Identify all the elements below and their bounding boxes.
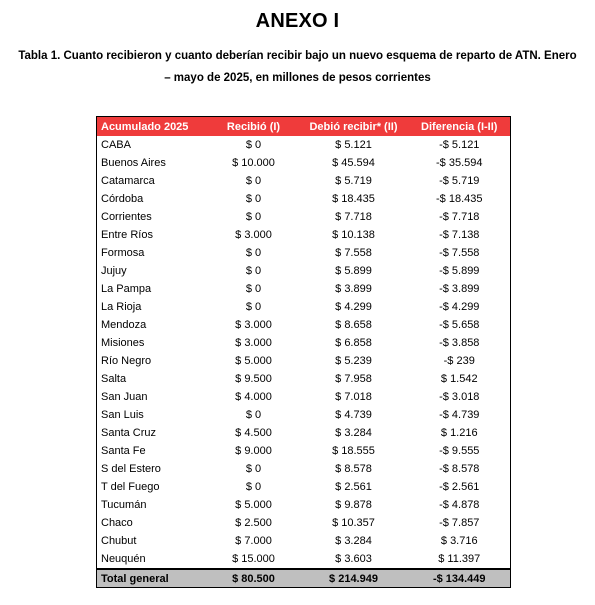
province-cell: Santa Fe (101, 445, 146, 457)
province-cell: Entre Ríos (101, 229, 153, 241)
table-row (97, 370, 511, 388)
difference-cell: -$ 5.658 (439, 319, 480, 331)
should-receive-cell: $ 8.658 (335, 319, 372, 331)
table-row (97, 136, 511, 154)
table-row (97, 406, 511, 424)
table-row (97, 424, 511, 442)
should-receive-cell: $ 8.578 (335, 463, 372, 475)
province-cell: Río Negro (101, 355, 152, 367)
should-receive-cell: $ 4.299 (335, 301, 372, 313)
should-receive-cell: $ 6.858 (335, 337, 372, 349)
difference-cell: -$ 4.878 (439, 499, 480, 511)
should-receive-cell: $ 18.435 (332, 193, 375, 205)
received-cell: $ 3.000 (235, 319, 272, 331)
received-cell: $ 0 (245, 301, 262, 313)
total-should-receive: $ 214.949 (299, 569, 409, 588)
province-cell: Formosa (101, 247, 145, 259)
province-cell: Tucumán (101, 499, 147, 511)
received-cell: $ 9.500 (235, 373, 272, 385)
difference-cell: -$ 5.719 (439, 175, 480, 187)
difference-cell: -$ 239 (443, 355, 475, 367)
should-receive-cell: $ 18.555 (332, 445, 375, 457)
table-row (97, 244, 511, 262)
received-cell: $ 3.000 (235, 229, 272, 241)
province-cell: CABA (101, 139, 131, 151)
province-cell: S del Estero (101, 463, 161, 475)
header-received: Recibió (I) (209, 117, 299, 137)
should-receive-cell: $ 2.561 (335, 481, 372, 493)
received-cell: $ 2.500 (235, 517, 272, 529)
received-cell: $ 0 (245, 409, 262, 421)
should-receive-cell: $ 5.719 (335, 175, 372, 187)
table-row (97, 316, 511, 334)
difference-cell: -$ 18.435 (436, 193, 483, 205)
table-row (97, 388, 511, 406)
table-row (97, 514, 511, 532)
should-receive-cell: $ 5.121 (335, 139, 372, 151)
province-cell: Jujuy (101, 265, 127, 277)
province-cell: Chubut (101, 535, 137, 547)
should-receive-cell: $ 7.958 (335, 373, 372, 385)
should-receive-cell: $ 5.899 (335, 265, 372, 277)
province-cell: Salta (101, 373, 127, 385)
difference-cell: -$ 7.558 (439, 247, 480, 259)
total-row (97, 569, 511, 588)
province-cell: Buenos Aires (101, 157, 166, 169)
received-cell: $ 9.000 (235, 445, 272, 457)
table-row (97, 208, 511, 226)
difference-cell: $ 1.542 (440, 373, 478, 385)
difference-cell: -$ 9.555 (439, 445, 480, 457)
province-cell: La Pampa (101, 283, 152, 295)
table-header-row (97, 117, 511, 137)
received-cell: $ 0 (245, 283, 262, 295)
table-row (97, 550, 511, 569)
total-difference: -$ 134.449 (409, 569, 511, 588)
difference-cell: -$ 7.718 (439, 211, 480, 223)
province-cell: Chaco (101, 517, 133, 529)
should-receive-cell: $ 10.138 (332, 229, 375, 241)
received-cell: $ 5.000 (235, 355, 272, 367)
should-receive-cell: $ 3.284 (335, 535, 372, 547)
difference-cell: -$ 7.857 (439, 517, 480, 529)
should-receive-cell: $ 7.018 (335, 391, 372, 403)
should-receive-cell: $ 7.718 (335, 211, 372, 223)
province-cell: San Juan (101, 391, 148, 403)
province-cell: Corrientes (101, 211, 152, 223)
received-cell: $ 3.000 (235, 337, 272, 349)
received-cell: $ 0 (245, 247, 262, 259)
table-row (97, 334, 511, 352)
header-should-receive: Debió recibir* (II) (299, 117, 409, 137)
table-row (97, 298, 511, 316)
received-cell: $ 4.000 (235, 391, 272, 403)
should-receive-cell: $ 3.603 (335, 553, 372, 565)
difference-cell: -$ 35.594 (436, 157, 483, 169)
received-cell: $ 0 (245, 193, 262, 205)
province-cell: Córdoba (101, 193, 144, 205)
table-row (97, 262, 511, 280)
difference-cell: -$ 2.561 (439, 481, 480, 493)
difference-cell: $ 1.216 (440, 427, 478, 439)
difference-cell: -$ 4.739 (439, 409, 480, 421)
received-cell: $ 4.500 (235, 427, 272, 439)
difference-cell: -$ 5.899 (439, 265, 480, 277)
province-cell: Misiones (101, 337, 145, 349)
total-received: $ 80.500 (209, 569, 299, 588)
province-cell: Catamarca (101, 175, 155, 187)
table-row (97, 172, 511, 190)
difference-cell: -$ 3.899 (439, 283, 480, 295)
table-row (97, 352, 511, 370)
table-row (97, 532, 511, 550)
should-receive-cell: $ 9.878 (335, 499, 372, 511)
should-receive-cell: $ 3.284 (335, 427, 372, 439)
table-row (97, 154, 511, 172)
page-title: ANEXO I (255, 10, 340, 32)
received-cell: $ 0 (245, 175, 262, 187)
table-row (97, 478, 511, 496)
province-cell: La Rioja (101, 301, 142, 313)
received-cell: $ 0 (245, 463, 262, 475)
province-cell: Santa Cruz (101, 427, 157, 439)
received-cell: $ 0 (245, 265, 262, 277)
difference-cell: -$ 8.578 (439, 463, 480, 475)
received-cell: $ 5.000 (235, 499, 272, 511)
should-receive-cell: $ 3.899 (335, 283, 372, 295)
difference-cell: -$ 4.299 (439, 301, 480, 313)
header-province: Acumulado 2025 (97, 117, 209, 137)
received-cell: $ 0 (245, 139, 262, 151)
received-cell: $ 10.000 (232, 157, 275, 169)
total-label: Total general (97, 569, 209, 588)
difference-cell: $ 3.716 (440, 535, 478, 547)
table-row (97, 226, 511, 244)
should-receive-cell: $ 5.239 (335, 355, 372, 367)
atn-table (96, 116, 511, 588)
should-receive-cell: $ 45.594 (332, 157, 375, 169)
difference-cell: -$ 3.858 (439, 337, 480, 349)
table-caption: Tabla 1. Cuanto recibieron y cuanto deberían recibir bajo un nuevo esquema de reparto de ATN. Enero – mayo de 2025, en millones de pesos corrientes (18, 50, 577, 84)
received-cell: $ 0 (245, 211, 262, 223)
table-body (97, 136, 511, 569)
should-receive-cell: $ 10.357 (332, 517, 375, 529)
table-row (97, 190, 511, 208)
table-row (97, 280, 511, 298)
header-difference: Diferencia (I-II) (409, 117, 511, 137)
should-receive-cell: $ 4.739 (335, 409, 372, 421)
province-cell: T del Fuego (101, 481, 160, 493)
difference-cell: -$ 5.121 (439, 139, 480, 151)
table-row (97, 496, 511, 514)
province-cell: Mendoza (101, 319, 147, 331)
received-cell: $ 0 (245, 481, 262, 493)
province-cell: Neuquén (101, 553, 146, 565)
should-receive-cell: $ 7.558 (335, 247, 372, 259)
difference-cell: -$ 7.138 (439, 229, 480, 241)
province-cell: San Luis (101, 409, 144, 421)
received-cell: $ 15.000 (232, 553, 275, 565)
difference-cell: $ 11.397 (438, 553, 481, 565)
received-cell: $ 7.000 (235, 535, 272, 547)
table-row (97, 442, 511, 460)
table-row (97, 460, 511, 478)
difference-cell: -$ 3.018 (439, 391, 480, 403)
